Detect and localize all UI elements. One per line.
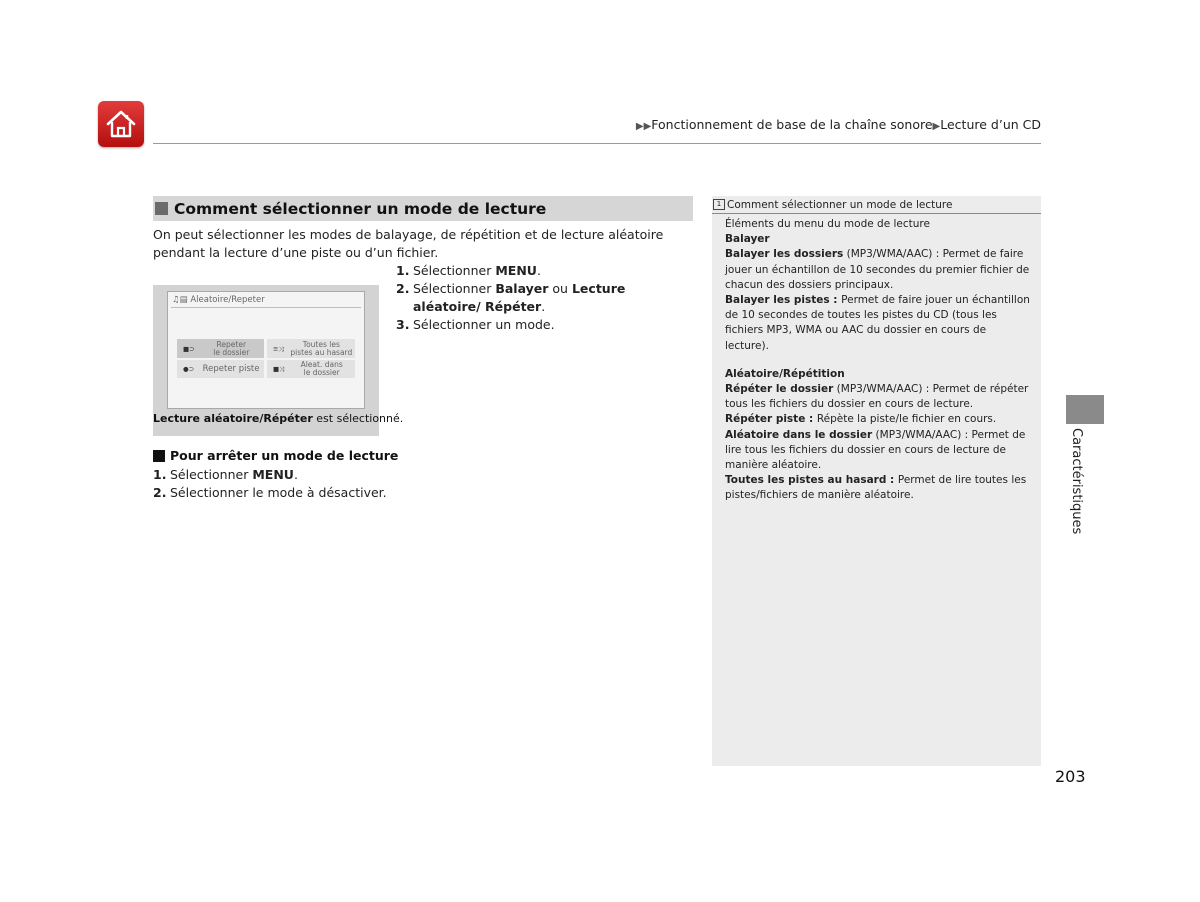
audio-display bbox=[167, 291, 365, 409]
breadcrumb-link-audio[interactable]: Fonctionnement de base de la chaîne sonore bbox=[651, 117, 933, 132]
step-item: 3. Sélectionner un mode. bbox=[396, 317, 555, 332]
note-line: Balayer bbox=[725, 233, 770, 246]
breadcrumb-current[interactable]: Lecture d’un CD bbox=[940, 117, 1041, 132]
note-line: Éléments du menu du mode de lecture bbox=[725, 218, 930, 230]
note-line: Aléatoire dans le dossier (MP3/WMA/AAC) : Permet de lire tous les fichiers du dossier en cours de lecture de manière aléatoire. bbox=[725, 428, 1026, 472]
option-repeat-folder[interactable]: ■⊃ Repeter le dossier bbox=[177, 339, 264, 358]
note-line: Répéter le dossier (MP3/WMA/AAC) : Permet de répéter tous les fichiers du dossier en cours de lecture. bbox=[725, 383, 1029, 411]
step-item: 2. Sélectionner le mode à désactiver. bbox=[153, 485, 387, 500]
stop-steps-list bbox=[153, 466, 387, 502]
side-notes-heading: 1 Comment sélectionner un mode de lecture bbox=[712, 196, 1041, 214]
page-number: 203 bbox=[1055, 767, 1086, 786]
display-title: ♫▤ Aleatoire/Repeter bbox=[172, 295, 265, 305]
display-divider bbox=[171, 307, 361, 308]
side-notes-panel bbox=[712, 196, 1041, 766]
home-icon bbox=[104, 108, 138, 140]
header-divider bbox=[153, 143, 1041, 144]
section-square-icon bbox=[155, 202, 168, 215]
intro-paragraph: On peut sélectionner les modes de balayage, de répétition et de lecture aléatoire pendant la lecture d’une piste ou d’un fichier. bbox=[153, 227, 664, 260]
side-notes-body bbox=[725, 217, 1030, 504]
breadcrumb-arrow-icon: ▶▶ bbox=[635, 121, 652, 132]
music-note-icon: ♫▤ bbox=[172, 295, 191, 305]
step-item: 1. Sélectionner MENU. bbox=[396, 263, 541, 278]
note-line: Répéter piste : Répète la piste/le fichier en cours. bbox=[725, 413, 997, 426]
shuffle-folder-icon: ■⤨ bbox=[273, 365, 285, 373]
note-line: Balayer les pistes : Permet de faire jouer un échantillon de 10 secondes de toutes les pistes du CD (tous les fichiers MP3, WMA ou AAC du dossier en cours de lecture). bbox=[725, 294, 1030, 352]
breadcrumb-arrow-icon: ▶ bbox=[932, 121, 941, 132]
steps-list bbox=[396, 262, 696, 334]
repeat-folder-icon: ■⊃ bbox=[183, 344, 195, 353]
shuffle-all-icon: ≡⤨ bbox=[273, 344, 284, 353]
repeat-track-icon: ●⊃ bbox=[183, 365, 195, 373]
option-shuffle-folder[interactable]: ■⤨ Aleat. dans le dossier bbox=[267, 360, 355, 378]
note-line: Aléatoire/Répétition bbox=[725, 367, 845, 380]
step-item: 2. Sélectionner Balayer ou Lecture aléatoire/ Répéter. bbox=[396, 281, 626, 314]
step-item: 1. Sélectionner MENU. bbox=[153, 467, 298, 482]
chapter-tab-marker[interactable] bbox=[1066, 395, 1104, 424]
section-title: Comment sélectionner un mode de lecture bbox=[174, 199, 547, 218]
note-line: Toutes les pistes au hasard : Permet de lire toutes les pistes/fichiers de manière aléatoire. bbox=[725, 474, 1027, 502]
subheading-square-icon bbox=[153, 450, 165, 462]
breadcrumb bbox=[636, 117, 1041, 132]
screen-illustration bbox=[153, 285, 404, 436]
option-shuffle-all[interactable]: ≡⤨ Toutes les pistes au hasard bbox=[267, 339, 355, 358]
home-button[interactable] bbox=[98, 101, 144, 147]
chapter-tab-label[interactable]: Caractéristiques bbox=[1069, 428, 1084, 535]
section-heading bbox=[153, 196, 693, 221]
screen-caption: Lecture aléatoire/Répéter est sélectionné. bbox=[153, 412, 404, 425]
option-repeat-track[interactable]: ●⊃ Repeter piste bbox=[177, 360, 264, 378]
stop-subheading: Pour arrêter un mode de lecture bbox=[153, 448, 398, 463]
note-line: Balayer les dossiers (MP3/WMA/AAC) : Permet de faire jouer un échantillon de 10 secondes du premier fichier de chacun des dossiers principaux. bbox=[725, 248, 1030, 291]
reference-marker-icon: 1 bbox=[713, 199, 725, 210]
